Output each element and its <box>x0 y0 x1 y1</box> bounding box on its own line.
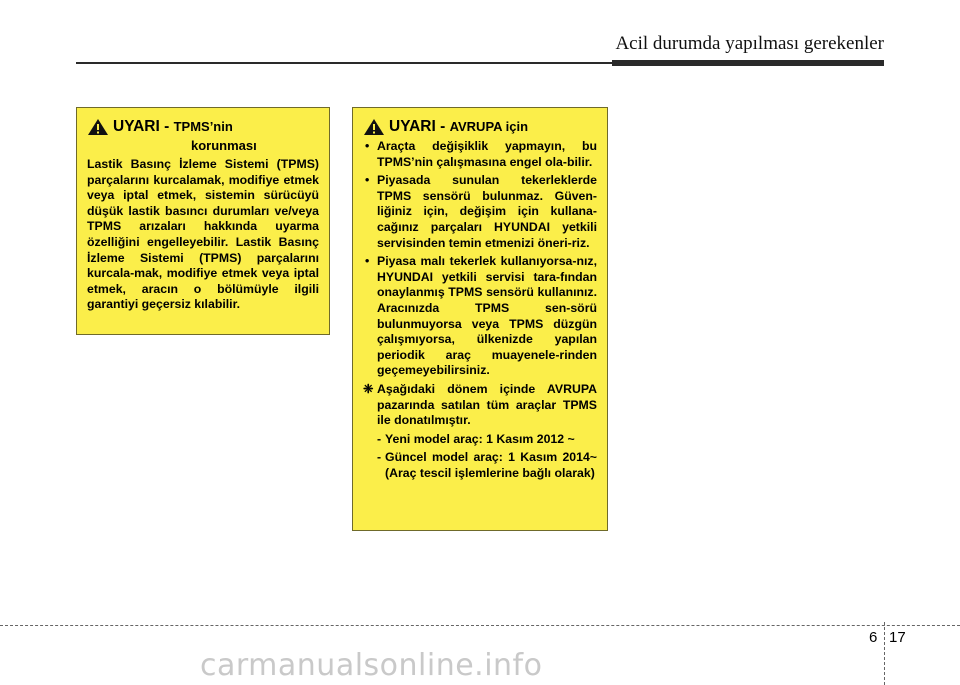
list-item-text: Piyasa malı tekerlek kullanıyorsa-nız, HYUNDAI yetkili servisi tara-fından onaylanmış TPMS sensörü kullanınız. Aracınızda TPMS sen-sörü bulunmuyorsa veya TPMS düzgün çalışmıyorsa, ülkenizde yapılan periodik araç muayenele-rinden geçemeyebilirsiniz. <box>377 254 597 378</box>
watermark: carmanualsonline.info <box>200 648 543 683</box>
warning-triangle-icon <box>87 118 109 136</box>
bullet-mark: • <box>365 173 370 188</box>
list-item <box>363 254 597 379</box>
warning-heading <box>363 118 597 136</box>
warning-label: UYARI - <box>113 118 174 135</box>
footer-dashed-rule <box>0 625 960 626</box>
note-item <box>363 382 597 429</box>
warning-box-tpms-protection <box>76 107 330 335</box>
list-item-text: Piyasada sunulan tekerleklerde TPMS sensörü bulunmaz. Güven-liğiniz için, değişim için kullana-cağınız parçaları HYUNDAI yetkili servisinden temin etmenizi öneri-riz. <box>377 173 597 250</box>
warning-box-europe <box>352 107 608 531</box>
dash-mark: - <box>377 431 382 446</box>
warning-body: Lastik Basınç İzleme Sistemi (TPMS) parçalarını kurcalamak, modifiye etmek veya iptal etmek, sistemin sürücüyü düşük lastik basıncı durumları ve/veya TPMS arızaları hakkında uyarma özelliğini engelleyebilir. Lastik Basınç İzleme Sistemi (TPMS) parçalarını kurcala-mak, modifiye etmek veya iptal etmek, aracın o bölümüyle ilgili garantiyi geçersiz kılabilir. <box>87 157 319 312</box>
warning-subject: AVRUPA için <box>449 119 529 134</box>
bullet-mark: • <box>365 254 370 269</box>
warning-triangle-icon <box>363 118 385 136</box>
list-item <box>363 173 597 251</box>
header-rule-accent <box>612 60 884 66</box>
bullet-mark: • <box>365 139 370 153</box>
list-item-text: Araçta değişiklik yapmayın, bu TPMS’nin çalışmasına engel ola-bilir. <box>377 139 597 169</box>
note-mark: ❈ <box>363 381 374 396</box>
warning-label: UYARI - <box>389 118 450 135</box>
warning-subject-continued: korunması <box>191 138 257 153</box>
sub-list-item <box>363 432 597 448</box>
warning-subject: TPMS’nin <box>173 119 233 134</box>
chapter-number: 6 <box>869 629 878 646</box>
page-header-title: Acil durumda yapılması gerekenler <box>615 33 884 54</box>
sub-list-item-text: Güncel model araç: 1 Kasım 2014~ (Araç tescil işlemlerine bağlı olarak) <box>385 450 597 480</box>
page-number: 17 <box>889 629 906 646</box>
dash-mark: - <box>377 450 382 465</box>
note-text: Aşağıdaki dönem içinde AVRUPA pazarında satılan tüm araçlar TPMS ile donatılmıştır. <box>377 381 597 428</box>
warning-heading <box>87 118 319 136</box>
sub-list-item-text: Yeni model araç: 1 Kasım 2012 ~ <box>385 431 575 446</box>
footer-dashed-divider <box>884 622 885 685</box>
list-item <box>363 139 597 170</box>
sub-list-item <box>363 450 597 481</box>
